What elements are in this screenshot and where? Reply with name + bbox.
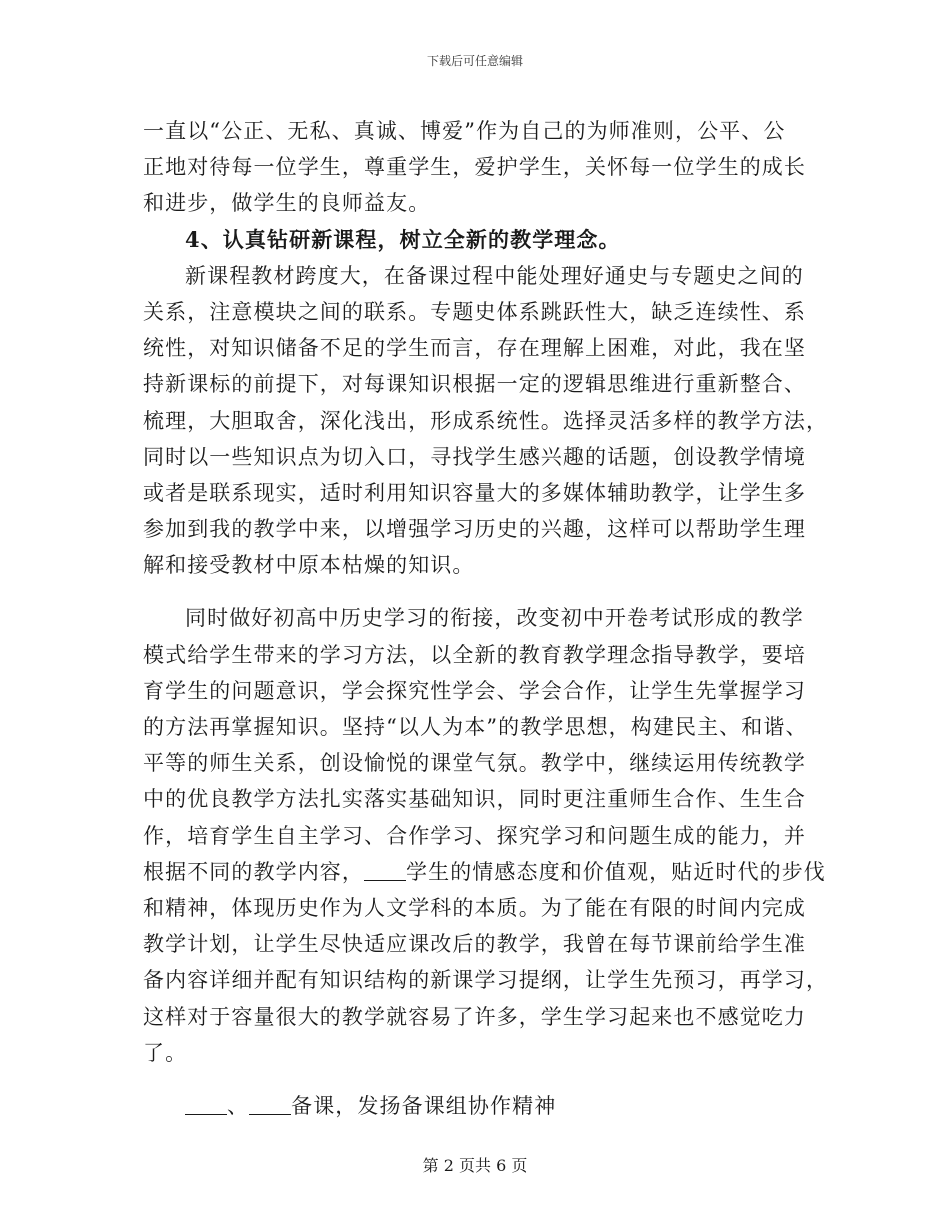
paragraph-line: 一直以“公正、无私、真诚、博爱”作为自己的为师准则，公平、公: [143, 119, 786, 143]
paragraph-line: 了。: [143, 1040, 188, 1065]
paragraph-line: 新课程教材跨度大，在备课过程中能处理好通史与专题史之间的: [185, 263, 804, 288]
paragraph-line: 同时以一些知识点为切入口，寻找学生感兴趣的话题，创设教学情境: [143, 444, 806, 469]
paragraph-line-with-blank: [143, 854, 826, 890]
fill-in-blank: [364, 860, 406, 881]
paragraph-line: 教学计划，让学生尽快适应课改后的教学，我曾在每节课前给学生准: [143, 932, 806, 957]
paragraph-spacer: [143, 1071, 807, 1088]
paragraph-line: 中的优良教学方法扎实落实基础知识，同时更注重师生合作、生生合: [143, 787, 806, 812]
paragraph-line: 同时做好初高中历史学习的衔接，改变初中开卷考试形成的教学: [185, 606, 804, 631]
paragraph-line: 这样对于容量很大的教学就容易了许多，学生学习起来也不感觉吃力: [143, 1004, 806, 1029]
paragraph-line: 的方法再掌握知识。坚持“以人为本”的教学思想，构建民主、和谐、: [143, 715, 808, 739]
paragraph-line: 关系，注意模块之间的联系。专题史体系跳跃性大，缺乏连续性、系: [143, 299, 806, 324]
paragraph-line: 解和接受教材中原本枯燥的知识。: [143, 553, 475, 578]
paragraph-line: 备内容详细并配有知识结构的新课学习提纲，让学生先预习，再学习，: [143, 968, 829, 993]
paragraph-spacer: [143, 583, 807, 600]
text-segment: 、: [227, 1093, 250, 1118]
paragraph-line: 或者是联系现实，适时利用知识容量大的多媒体辅助教学，让学生多: [143, 480, 806, 505]
paragraph-line: 育学生的问题意识，学会探究性学会、学会合作，让学生先掌握学习: [143, 678, 806, 703]
paragraph-line: 梳理，大胆取舍，深化浅出，形成系统性。选择灵活多样的教学方法，: [143, 408, 829, 433]
paragraph-line: 和进步，做学生的良师益友。: [143, 191, 431, 216]
paragraph-line: 参加到我的教学中来，以增强学习历史的兴趣，这样可以帮助学生理: [143, 517, 806, 542]
paragraph-line: 和精神，体现历史作为人文学科的本质。为了能在有限的时间内完成: [143, 895, 806, 920]
fill-in-blank: [249, 1094, 291, 1115]
document-body: [143, 113, 829, 1124]
page-footer: 第 2 页共 6 页: [422, 1156, 528, 1175]
section-heading-4: 4、认真钻研新课程，树立全新的教学理念。: [185, 226, 621, 252]
paragraph-line: 持新课标的前提下，对每课知识根据一定的逻辑思维进行重新整合、: [143, 372, 806, 397]
paragraph-line: 模式给学生带来的学习方法，以全新的教育教学理念指导教学，要培: [143, 642, 806, 667]
paragraph-line: 统性，对知识储备不足的学生而言，存在理解上困难，对此，我在坚: [143, 336, 806, 361]
page-header: 下载后可任意编辑: [426, 54, 523, 68]
paragraph-line: 正地对待每一位学生，尊重学生，爱护学生，关怀每一位学生的成长: [143, 155, 806, 180]
paragraph-line: 平等的师生关系，创设愉悦的课堂气氛。教学中，继续运用传统教学: [143, 751, 806, 776]
paragraph-line: 作，培育学生自主学习、合作学习、探究学习和问题生成的能力，并: [143, 823, 806, 848]
section-heading-with-blanks: [143, 1088, 807, 1124]
text-segment: 学生的情感态度和价值观，贴近时代的步伐: [406, 859, 826, 884]
text-segment: 备课，发扬备课组协作精神: [291, 1093, 557, 1118]
text-segment: 根据不同的教学内容，: [143, 859, 364, 884]
fill-in-blank: [185, 1094, 227, 1115]
